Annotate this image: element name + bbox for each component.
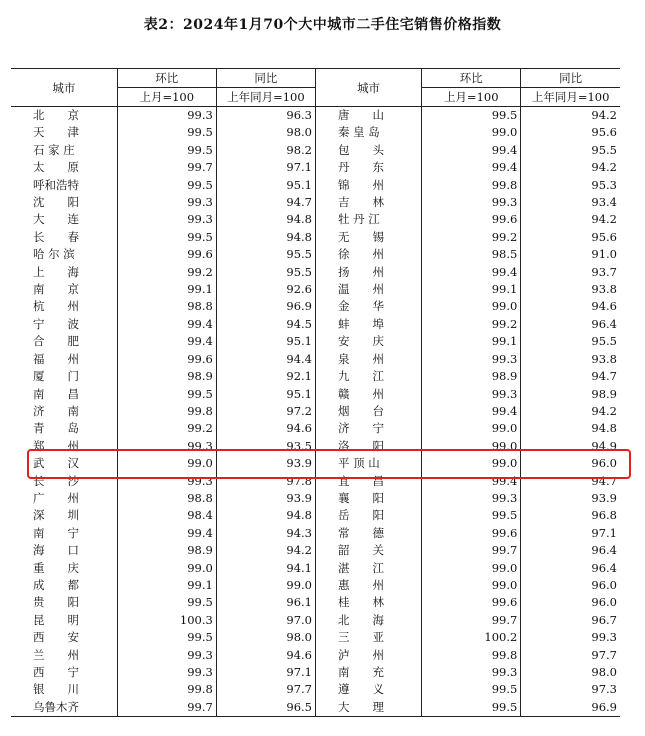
yoy-left-cell: 96.1 [216,594,315,611]
table-row [11,107,620,125]
yoy-left-cell: 94.7 [216,194,315,211]
city-right-cell: 常 德 [315,525,421,542]
yoy-right-cell: 98.0 [521,664,620,681]
header-mom-base-left: 上月=100 [117,88,216,107]
city-right-cell: 惠 州 [315,577,421,594]
mom-left-cell: 99.7 [117,159,216,176]
yoy-right-cell: 93.9 [521,490,620,507]
yoy-right-cell: 93.8 [521,281,620,298]
yoy-left-cell: 94.6 [216,647,315,664]
mom-left-cell: 99.5 [117,124,216,141]
mom-right-cell: 99.4 [422,264,521,281]
city-right-cell: 蚌 埠 [315,316,421,333]
mom-right-cell: 99.5 [422,681,521,698]
mom-left-cell: 99.5 [117,594,216,611]
city-right-cell: 徐 州 [315,246,421,263]
yoy-right-cell: 94.2 [521,159,620,176]
table-row [11,159,620,176]
yoy-right-cell: 96.0 [521,594,620,611]
mom-left-cell: 99.3 [117,438,216,455]
city-left-cell: 杭 州 [33,299,79,314]
city-left-cell: 南 宁 [33,525,79,540]
city-left-cell: 贵 阳 [33,595,79,610]
yoy-left-cell: 99.0 [216,577,315,594]
city-left-cell: 广 州 [33,490,79,505]
table-row [11,194,620,211]
header-yoy-base-left: 上年同月=100 [216,88,315,107]
table-body [11,107,620,717]
city-left-cell: 昆 明 [33,612,79,627]
table-row [11,681,620,698]
city-left-cell: 宁 波 [33,316,79,331]
yoy-right-cell: 93.7 [521,264,620,281]
city-right-cell: 韶 关 [315,542,421,559]
mom-right-cell: 99.2 [422,229,521,246]
table-row [11,560,620,577]
yoy-left-cell: 94.2 [216,542,315,559]
city-left-cell: 深 圳 [33,508,79,523]
mom-right-cell: 99.0 [422,455,521,472]
table-row [11,142,620,159]
yoy-left-cell: 93.9 [216,455,315,472]
yoy-right-cell: 96.8 [521,507,620,524]
mom-right-cell: 99.2 [422,316,521,333]
header-mom-left: 环比 [117,69,216,88]
yoy-right-cell: 97.7 [521,647,620,664]
yoy-right-cell: 95.5 [521,142,620,159]
yoy-right-cell: 94.7 [521,473,620,490]
yoy-right-cell: 94.7 [521,368,620,385]
header-yoy-base-right: 上年同月=100 [521,88,620,107]
table-row [11,351,620,368]
city-left-cell: 厦 门 [33,369,79,384]
mom-left-cell: 99.3 [117,664,216,681]
city-left-cell: 银 川 [33,682,79,697]
mom-left-cell: 99.5 [117,386,216,403]
yoy-left-cell: 97.1 [216,159,315,176]
city-left-cell: 福 州 [33,351,79,366]
city-left-cell: 海 口 [33,543,79,558]
city-left-cell: 长 沙 [33,473,79,488]
city-right-cell: 桂 林 [315,594,421,611]
mom-right-cell: 99.4 [422,403,521,420]
yoy-right-cell: 94.2 [521,211,620,228]
mom-left-cell: 99.8 [117,403,216,420]
yoy-left-cell: 94.8 [216,507,315,524]
mom-right-cell: 99.3 [422,194,521,211]
table-row [11,177,620,194]
table-row [11,664,620,681]
mom-left-cell: 100.3 [117,612,216,629]
yoy-right-cell: 97.3 [521,681,620,698]
mom-right-cell: 99.3 [422,386,521,403]
yoy-left-cell: 93.9 [216,490,315,507]
mom-right-cell: 99.4 [422,142,521,159]
city-left-cell: 石 家 庄 [33,142,75,157]
city-left-cell: 成 都 [33,577,79,592]
yoy-right-cell: 94.2 [521,403,620,420]
city-left-cell: 合 肥 [33,334,79,349]
mom-left-cell: 99.6 [117,351,216,368]
city-right-cell: 温 州 [315,281,421,298]
yoy-right-cell: 93.8 [521,351,620,368]
yoy-right-cell: 97.1 [521,525,620,542]
city-right-cell: 泸 州 [315,647,421,664]
yoy-left-cell: 95.1 [216,386,315,403]
yoy-left-cell: 94.8 [216,211,315,228]
mom-right-cell: 99.8 [422,177,521,194]
mom-right-cell: 99.8 [422,647,521,664]
mom-right-cell: 98.9 [422,368,521,385]
yoy-right-cell: 96.7 [521,612,620,629]
mom-right-cell: 99.0 [422,560,521,577]
yoy-left-cell: 92.6 [216,281,315,298]
city-right-cell: 无 锡 [315,229,421,246]
table-row [11,438,620,455]
table-row [11,594,620,611]
city-right-cell: 秦 皇 岛 [315,124,421,141]
yoy-right-cell: 95.5 [521,333,620,350]
mom-left-cell: 98.4 [117,507,216,524]
yoy-left-cell: 94.8 [216,229,315,246]
city-right-cell: 赣 州 [315,386,421,403]
city-right-cell: 牡 丹 江 [315,211,421,228]
mom-left-cell: 99.3 [117,194,216,211]
yoy-right-cell: 96.9 [521,699,620,717]
yoy-right-cell: 99.3 [521,629,620,646]
yoy-right-cell: 98.9 [521,386,620,403]
mom-left-cell: 99.0 [117,455,216,472]
mom-left-cell: 99.3 [117,211,216,228]
city-right-cell: 宜 昌 [315,473,421,490]
yoy-right-cell: 94.6 [521,298,620,315]
city-right-cell: 遵 义 [315,681,421,698]
table-row [11,612,620,629]
yoy-right-cell: 94.8 [521,420,620,437]
city-right-cell: 襄 阳 [315,490,421,507]
city-left-cell: 上 海 [33,264,79,279]
table-row [11,525,620,542]
mom-right-cell: 98.5 [422,246,521,263]
header-yoy-left: 同比 [216,69,315,88]
city-right-cell: 锦 州 [315,177,421,194]
mom-left-cell: 98.9 [117,368,216,385]
city-right-cell: 烟 台 [315,403,421,420]
table-row [11,507,620,524]
mom-left-cell: 98.9 [117,542,216,559]
yoy-right-cell: 94.2 [521,107,620,125]
city-left-cell: 南 昌 [33,386,79,401]
yoy-left-cell: 97.7 [216,681,315,698]
mom-left-cell: 99.5 [117,229,216,246]
yoy-right-cell: 91.0 [521,246,620,263]
city-left-cell: 天 津 [33,125,79,140]
yoy-left-cell: 94.1 [216,560,315,577]
mom-left-cell: 98.8 [117,298,216,315]
city-left-cell: 西 宁 [33,665,79,679]
yoy-right-cell: 96.0 [521,577,620,594]
header-yoy-right: 同比 [521,69,620,88]
mom-left-cell: 99.2 [117,264,216,281]
mom-right-cell: 99.6 [422,211,521,228]
yoy-right-cell: 94.9 [521,438,620,455]
yoy-left-cell: 95.5 [216,246,315,263]
city-right-cell: 北 海 [315,612,421,629]
mom-left-cell: 98.8 [117,490,216,507]
mom-left-cell: 99.4 [117,316,216,333]
header-city-left: 城市 [11,69,117,107]
city-left-cell: 哈 尔 滨 [33,247,75,262]
yoy-left-cell: 95.1 [216,333,315,350]
table-row [11,368,620,385]
city-left-cell: 青 岛 [33,421,79,436]
yoy-left-cell: 94.5 [216,316,315,333]
mom-left-cell: 99.4 [117,333,216,350]
table-row [11,473,620,490]
mom-right-cell: 99.3 [422,664,521,681]
mom-right-cell: 99.1 [422,281,521,298]
mom-right-cell: 99.4 [422,473,521,490]
mom-left-cell: 99.3 [117,647,216,664]
table-row [11,229,620,246]
city-left-cell: 长 春 [33,229,79,244]
yoy-left-cell: 95.1 [216,177,315,194]
yoy-left-cell: 98.0 [216,124,315,141]
city-right-cell: 济 宁 [315,420,421,437]
yoy-left-cell: 94.3 [216,525,315,542]
table-row [11,386,620,403]
table-row [11,629,620,646]
yoy-left-cell: 97.8 [216,473,315,490]
mom-right-cell: 99.7 [422,612,521,629]
table-row [11,647,620,664]
mom-right-cell: 99.6 [422,525,521,542]
mom-right-cell: 99.5 [422,107,521,125]
table-row [11,124,620,141]
yoy-left-cell: 97.2 [216,403,315,420]
yoy-left-cell: 97.0 [216,612,315,629]
city-right-cell: 平 顶 山 [315,455,421,472]
city-left-cell: 乌鲁木齐 [11,699,117,717]
city-right-cell: 九 江 [315,368,421,385]
mom-left-cell: 99.2 [117,420,216,437]
mom-right-cell: 99.0 [422,124,521,141]
city-right-cell: 三 亚 [315,629,421,646]
city-right-cell: 安 庆 [315,333,421,350]
yoy-right-cell: 95.6 [521,124,620,141]
yoy-left-cell: 98.2 [216,142,315,159]
mom-left-cell: 99.1 [117,577,216,594]
yoy-left-cell: 94.6 [216,420,315,437]
table-row [11,490,620,507]
city-right-cell: 湛 江 [315,560,421,577]
city-left-cell: 太 原 [33,160,79,175]
table-row [11,316,620,333]
mom-left-cell: 99.5 [117,177,216,194]
yoy-left-cell: 93.5 [216,438,315,455]
yoy-left-cell: 95.5 [216,264,315,281]
mom-right-cell: 99.6 [422,594,521,611]
table-row [11,298,620,315]
yoy-right-cell: 96.0 [521,455,620,472]
city-left-cell: 西 安 [33,630,79,645]
table-row [11,420,620,437]
header-mom-right: 环比 [422,69,521,88]
yoy-left-cell: 98.0 [216,629,315,646]
yoy-right-cell: 95.3 [521,177,620,194]
table-row [11,211,620,228]
table-row [11,577,620,594]
mom-left-cell: 99.3 [117,473,216,490]
mom-right-cell: 99.5 [422,699,521,717]
city-right-cell: 唐 山 [315,107,421,125]
mom-right-cell: 99.3 [422,351,521,368]
mom-right-cell: 99.0 [422,420,521,437]
city-left-cell: 郑 州 [33,438,79,453]
mom-left-cell: 99.4 [117,525,216,542]
header-mom-base-right: 上月=100 [422,88,521,107]
header-city-right: 城市 [315,69,421,107]
city-right-cell: 大 理 [315,699,421,717]
mom-left-cell: 99.3 [117,107,216,125]
yoy-right-cell: 96.4 [521,542,620,559]
city-right-cell: 岳 阳 [315,507,421,524]
table-row [11,403,620,420]
city-right-cell: 扬 州 [315,264,421,281]
city-right-cell: 丹 东 [315,159,421,176]
city-left-cell: 北 京 [33,108,79,122]
yoy-right-cell: 93.4 [521,194,620,211]
mom-left-cell: 99.5 [117,142,216,159]
mom-left-cell: 99.7 [117,699,216,717]
city-left-cell: 大 连 [33,212,79,227]
table-row [11,246,620,263]
price-index-table [11,68,620,717]
city-left-cell: 济 南 [33,403,79,418]
mom-right-cell: 99.1 [422,333,521,350]
mom-right-cell: 99.0 [422,577,521,594]
mom-left-cell: 99.5 [117,629,216,646]
mom-right-cell: 99.3 [422,490,521,507]
city-left-cell: 武 汉 [33,456,79,471]
mom-right-cell: 100.2 [422,629,521,646]
yoy-left-cell: 96.3 [216,107,315,125]
city-left-cell: 沈 阳 [33,195,79,210]
mom-left-cell: 99.6 [117,246,216,263]
mom-right-cell: 99.0 [422,298,521,315]
yoy-left-cell: 97.1 [216,664,315,681]
city-left-cell: 呼和浩特 [33,177,79,192]
city-right-cell: 洛 阳 [315,438,421,455]
city-right-cell: 泉 州 [315,351,421,368]
table-row [11,455,620,472]
mom-right-cell: 99.0 [422,438,521,455]
yoy-right-cell: 96.4 [521,316,620,333]
table-row [11,699,620,717]
table-row [11,542,620,559]
city-left-cell: 兰 州 [33,647,79,662]
yoy-left-cell: 96.5 [216,699,315,717]
mom-left-cell: 99.8 [117,681,216,698]
table-row [11,281,620,298]
mom-left-cell: 99.0 [117,560,216,577]
mom-left-cell: 99.1 [117,281,216,298]
yoy-left-cell: 94.4 [216,351,315,368]
table-row [11,333,620,350]
city-right-cell: 吉 林 [315,194,421,211]
city-right-cell: 金 华 [315,298,421,315]
table-title: 表2：2024年1月70个大中城市二手住宅销售价格指数 [143,17,502,33]
city-right-cell: 南 充 [315,664,421,681]
mom-right-cell: 99.7 [422,542,521,559]
city-right-cell: 包 头 [315,142,421,159]
table-row [11,264,620,281]
yoy-left-cell: 92.1 [216,368,315,385]
yoy-left-cell: 96.9 [216,298,315,315]
city-left-cell: 南 京 [33,282,79,297]
mom-right-cell: 99.4 [422,159,521,176]
city-left-cell: 重 庆 [33,560,79,575]
mom-right-cell: 99.5 [422,507,521,524]
yoy-right-cell: 95.6 [521,229,620,246]
yoy-right-cell: 96.4 [521,560,620,577]
